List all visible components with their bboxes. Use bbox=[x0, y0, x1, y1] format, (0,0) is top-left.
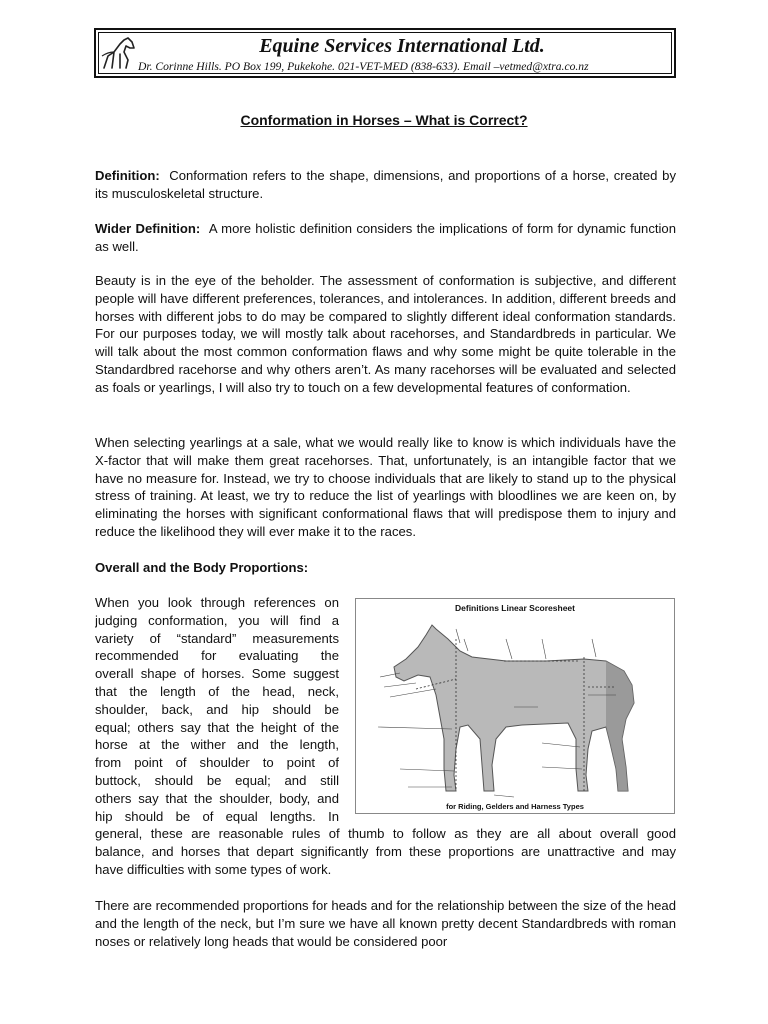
letterhead bbox=[94, 28, 676, 78]
contact-details: Dr. Corinne Hills. PO Box 199, Pukekohe. 021-VET-MED (838-633). Email –vetmed@xtra.co.nz bbox=[138, 60, 589, 73]
diagram-title: Definitions Linear Scoresheet bbox=[455, 603, 575, 613]
horse-conformation-diagram bbox=[355, 598, 675, 814]
definition-text: Conformation refers to the shape, dimensions, and proportions of a horse, created by its musculoskeletal structure. bbox=[95, 168, 676, 201]
references-line: general, these are reasonable rules of thumb to follow as they are all about overall good bbox=[95, 826, 676, 842]
references-line: horse at the wither and the length, bbox=[95, 737, 339, 753]
wider-definition-label: Wider Definition: bbox=[95, 221, 201, 236]
yearlings-paragraph: When selecting yearlings at a sale, what we would really like to know is which individuals have the X-factor that will make them great racehorses. That, unfortunately, is an intangible factor that we have no measure for. Instead, we try to choose individuals that are likely to stand up to the physical stress of training. At least, we try to reduce the list of yearlings with bloodlines we are keen on, by eliminating the horses with significant conformational flaws that will predispose them to injury and reduce the likelihood they will ever make it to the races. bbox=[95, 435, 676, 539]
wider-definition-text: A more holistic definition considers the implications of form for dynamic function as well. bbox=[95, 221, 677, 254]
heads-paragraph: There are recommended proportions for heads and for the relationship between the size of the head and the length of the neck, but I’m sure we have all known pretty decent Standardbreds with roman noses or relatively long heads that would be considered poor bbox=[95, 898, 676, 949]
references-line: buttock, should be equal; and still bbox=[95, 772, 339, 788]
references-line: recommended for evaluating the bbox=[95, 648, 339, 664]
references-line: judging conformation, you will find a bbox=[95, 612, 339, 628]
references-line: from point of shoulder to point of bbox=[95, 755, 339, 771]
wider-definition-paragraph bbox=[95, 220, 676, 256]
definition-paragraph bbox=[95, 167, 676, 203]
diagram-caption: for Riding, Gelders and Harness Types bbox=[446, 802, 584, 811]
references-line: When you look through references on bbox=[95, 595, 339, 610]
definition-label: Definition: bbox=[95, 168, 160, 183]
references-line: balance, and horses that depart significantly from these proportions are unattractive and may bbox=[95, 844, 676, 860]
references-line: others say that the shoulder, body, and bbox=[95, 790, 339, 806]
references-line: shoulder, back, and hip should be bbox=[95, 701, 339, 717]
references-line: overall shape of horses. Some suggest bbox=[95, 666, 339, 682]
beauty-paragraph: Beauty is in the eye of the beholder. The assessment of conformation is subjective, and different people will have different preferences, tolerances, and intolerances. In addition, different breeds and horses with different jobs to do may be compared to slightly different ideal conformation standards. For our purposes today, we will mostly talk about racehorses, and Standardbreds in particular. We will talk about the most common conformation flaws and why some might be quite tolerable in the Standardbred racehorse and why others aren’t. As many racehorses will be evaluated and selected as foals or yearlings, I will also try to touch on a few developmental features of conformation. bbox=[95, 273, 676, 395]
references-line: have difficulties with some types of work. bbox=[95, 861, 332, 877]
horse-logo-icon bbox=[98, 34, 140, 74]
horse-silhouette bbox=[356, 599, 674, 813]
company-name: Equine Services International Ltd. bbox=[259, 35, 545, 57]
references-line: that the length of the head, neck, bbox=[95, 683, 339, 699]
references-line: hip should be of equal lengths. In bbox=[95, 808, 339, 824]
section-heading: Overall and the Body Proportions: bbox=[95, 560, 309, 575]
references-line: equal; others say that the height of the bbox=[95, 719, 339, 735]
references-line: variety of “standard” measurements bbox=[95, 630, 339, 646]
document-title: Conformation in Horses – What is Correct? bbox=[240, 112, 528, 128]
